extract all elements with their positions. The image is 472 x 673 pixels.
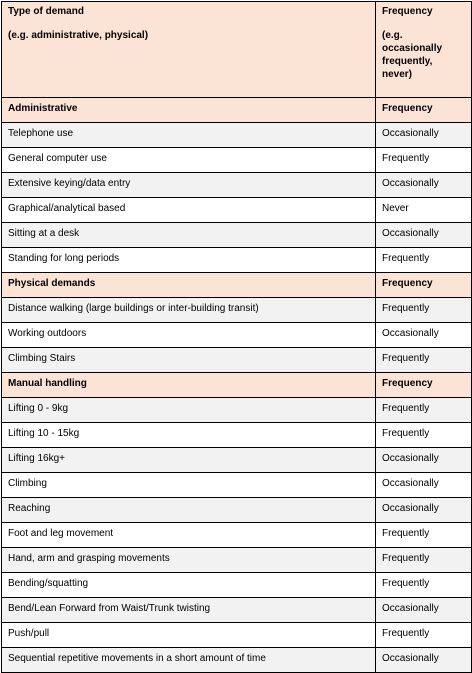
frequency-subtitle: (e.g. occasionally frequently, never) <box>382 30 443 80</box>
frequency-cell: Frequently <box>376 398 472 423</box>
frequency-cell: Occasionally <box>376 598 472 623</box>
demand-cell: Climbing <box>2 473 376 498</box>
section-title: Physical demands <box>2 273 376 298</box>
demand-cell: Foot and leg movement <box>2 523 376 548</box>
frequency-cell: Occasionally <box>376 123 472 148</box>
demand-cell: Sitting at a desk <box>2 223 376 248</box>
table-row <box>2 498 472 523</box>
table-row <box>2 473 472 498</box>
table-row <box>2 398 472 423</box>
frequency-cell: Occasionally <box>376 448 472 473</box>
demand-cell: Standing for long periods <box>2 248 376 273</box>
table-row <box>2 298 472 323</box>
table-row <box>2 323 472 348</box>
frequency-cell: Frequently <box>376 248 472 273</box>
demand-cell: Push/pull <box>2 623 376 648</box>
demand-cell: Extensive keying/data entry <box>2 173 376 198</box>
type-of-demand-title: Type of demand <box>8 6 84 17</box>
table-row <box>2 148 472 173</box>
type-of-demand-header <box>2 2 376 98</box>
table-row <box>2 448 472 473</box>
table-row <box>2 123 472 148</box>
section-header-row <box>2 373 472 398</box>
demand-cell: Working outdoors <box>2 323 376 348</box>
table-row <box>2 423 472 448</box>
section-title: Administrative <box>2 98 376 123</box>
frequency-cell: Frequently <box>376 348 472 373</box>
table-row <box>2 348 472 373</box>
table-row <box>2 173 472 198</box>
demand-cell: Climbing Stairs <box>2 348 376 373</box>
demand-cell: Distance walking (large buildings or inter-building transit) <box>2 298 376 323</box>
table-row <box>2 573 472 598</box>
demand-cell: Bending/squatting <box>2 573 376 598</box>
section-frequency-label: Frequency <box>376 373 472 398</box>
demand-cell: Reaching <box>2 498 376 523</box>
frequency-cell: Never <box>376 198 472 223</box>
demand-cell: Hand, arm and grasping movements <box>2 548 376 573</box>
frequency-cell: Frequently <box>376 548 472 573</box>
demand-cell: Graphical/analytical based <box>2 198 376 223</box>
frequency-cell: Frequently <box>376 523 472 548</box>
demand-cell: Sequential repetitive movements in a short amount of time <box>2 648 376 673</box>
section-frequency-label: Frequency <box>376 273 472 298</box>
section-title: Manual handling <box>2 373 376 398</box>
frequency-cell: Occasionally <box>376 498 472 523</box>
demand-cell: Bend/Lean Forward from Waist/Trunk twisting <box>2 598 376 623</box>
frequency-cell: Occasionally <box>376 223 472 248</box>
frequency-cell: Frequently <box>376 573 472 598</box>
frequency-cell: Frequently <box>376 298 472 323</box>
table-row <box>2 598 472 623</box>
frequency-cell: Occasionally <box>376 473 472 498</box>
frequency-cell: Occasionally <box>376 173 472 198</box>
demand-cell: Lifting 0 - 9kg <box>2 398 376 423</box>
frequency-header <box>376 2 472 98</box>
demand-cell: Lifting 16kg+ <box>2 448 376 473</box>
table-row <box>2 648 472 673</box>
demand-cell: Telephone use <box>2 123 376 148</box>
frequency-title: Frequency <box>382 6 433 17</box>
demands-table <box>1 1 472 673</box>
frequency-cell: Frequently <box>376 623 472 648</box>
frequency-cell: Occasionally <box>376 648 472 673</box>
table-row <box>2 523 472 548</box>
section-header-row <box>2 98 472 123</box>
demand-cell: Lifting 10 - 15kg <box>2 423 376 448</box>
type-of-demand-subtitle: (e.g. administrative, physical) <box>8 30 149 41</box>
frequency-cell: Frequently <box>376 423 472 448</box>
table-header-row <box>2 2 472 98</box>
frequency-cell: Frequently <box>376 148 472 173</box>
section-header-row <box>2 273 472 298</box>
frequency-cell: Occasionally <box>376 323 472 348</box>
table-row <box>2 223 472 248</box>
table-row <box>2 623 472 648</box>
demand-cell: General computer use <box>2 148 376 173</box>
section-frequency-label: Frequency <box>376 98 472 123</box>
table-row <box>2 548 472 573</box>
table-row <box>2 198 472 223</box>
table-row <box>2 248 472 273</box>
